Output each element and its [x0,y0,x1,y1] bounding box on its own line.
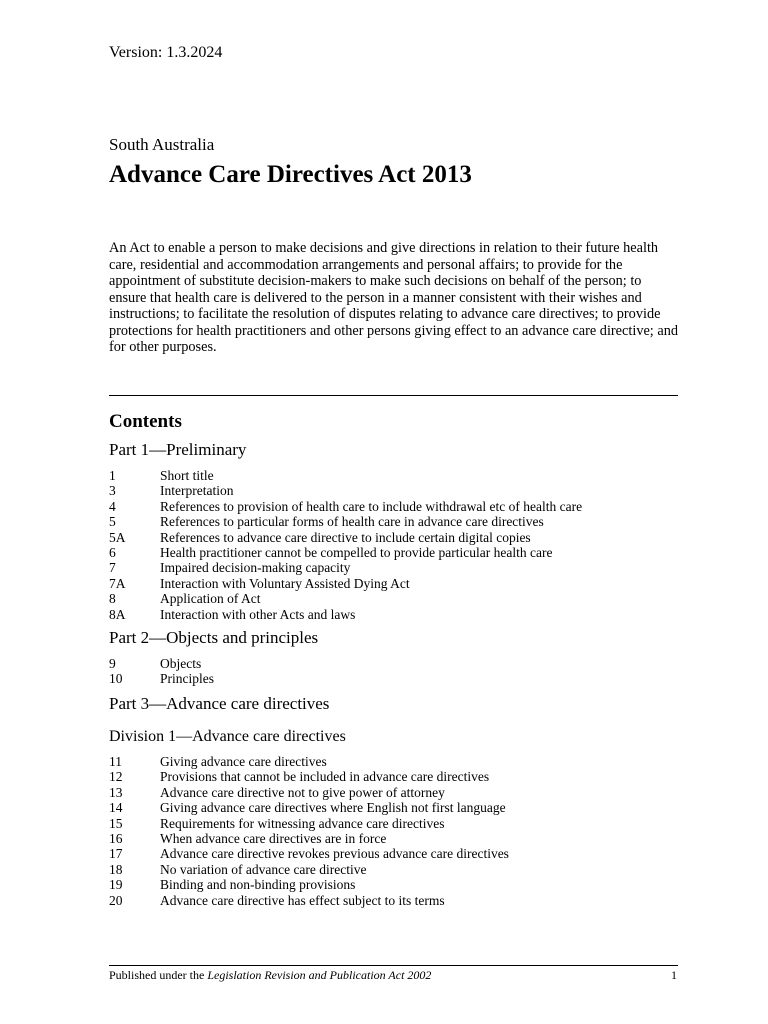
section-number: 20 [109,892,123,908]
part-1-section-list [109,468,669,622]
contents-entry [109,785,669,800]
section-title: Impaired decision-making capacity [160,560,351,576]
section-title: Advance care directive not to give power of attorney [160,784,445,800]
section-number: 6 [109,544,116,560]
section-title: Binding and non-binding provisions [160,877,356,893]
section-title: Interpretation [160,483,234,499]
divider [109,395,678,396]
section-number: 17 [109,846,123,862]
contents-entry [109,576,669,591]
section-number: 14 [109,800,123,816]
section-number: 1 [109,468,116,483]
section-number: 15 [109,815,123,831]
version-label: Version: 1.3.2024 [109,44,223,61]
contents-entry [109,607,669,622]
section-title: References to provision of health care to include withdrawal etc of health care [160,498,583,514]
section-title: No variation of advance care directive [160,861,367,877]
section-number: 19 [109,877,123,893]
contents-entry [109,499,669,514]
section-number: 9 [109,656,116,671]
section-title: References to advance care directive to include certain digital copies [160,529,531,545]
section-number: 8A [109,606,126,622]
part-2-section-list [109,656,669,687]
jurisdiction: South Australia [109,135,215,154]
footer-divider [109,965,678,966]
section-title: Requirements for witnessing advance care directives [160,815,445,831]
contents-entry [109,591,669,606]
section-title: References to particular forms of health care in advance care directives [160,514,544,530]
section-number: 3 [109,483,116,499]
section-number: 8 [109,591,116,607]
part-1-heading: Part 1—Preliminary [109,440,247,459]
page-number: 1 [671,968,677,982]
footer-published-note [109,968,431,983]
long-title: An Act to enable a person to make decisions and give directions in relation to their future health care, residential and accommodation arrangements and personal affairs; to provide for the appointment of substitute decision-makers to make such decisions on behalf of the person; to ensure that health care is delivered to the person in a manner consistent with their wishes and instructions; to facilitate the resolution of disputes relating to advance care directives; to provide protections for health practitioners and other persons giving effect to an advance care directive; and for other purposes. [109,240,678,355]
section-title: Application of Act [160,591,261,607]
section-title: Advance care directive revokes previous advance care directives [160,846,509,862]
contents-entry [109,468,669,483]
section-title: Principles [160,671,214,687]
section-title: Giving advance care directives [160,754,327,769]
section-title: When advance care directives are in force [160,830,387,846]
section-title: Giving advance care directives where English not first language [160,800,506,816]
footer-act-name: Legislation Revision and Publication Act 2002 [207,968,432,982]
division-1-section-list [109,754,669,908]
contents-entry [109,656,669,671]
section-title: Advance care directive has effect subject to its terms [160,892,445,908]
contents-entry [109,877,669,892]
division-1-heading: Division 1—Advance care directives [109,728,346,745]
contents-entry [109,769,669,784]
contents-entry [109,831,669,846]
contents-entry [109,816,669,831]
section-number: 10 [109,671,123,687]
contents-entry [109,545,669,560]
contents-entry [109,483,669,498]
section-title: Interaction with other Acts and laws [160,606,356,622]
contents-entry [109,530,669,545]
contents-entry [109,514,669,529]
section-number: 5A [109,529,126,545]
section-number: 7 [109,560,116,576]
section-title: Short title [160,468,214,483]
contents-entry [109,560,669,575]
section-title: Interaction with Voluntary Assisted Dying Act [160,575,410,591]
contents-entry [109,846,669,861]
contents-entry [109,671,669,686]
section-title: Health practitioner cannot be compelled to provide particular health care [160,544,553,560]
section-title: Objects [160,656,202,671]
contents-heading: Contents [109,411,182,432]
section-number: 12 [109,769,123,785]
contents-entry [109,862,669,877]
part-2-heading: Part 2—Objects and principles [109,628,319,647]
act-title: Advance Care Directives Act 2013 [109,161,472,188]
section-number: 18 [109,861,123,877]
section-number: 11 [109,754,122,769]
part-3-heading: Part 3—Advance care directives [109,694,330,713]
contents-entry [109,800,669,815]
contents-entry [109,893,669,908]
section-number: 4 [109,498,116,514]
section-number: 5 [109,514,116,530]
section-title: Provisions that cannot be included in advance care directives [160,769,490,785]
contents-entry [109,754,669,769]
section-number: 7A [109,575,126,591]
section-number: 13 [109,784,123,800]
section-number: 16 [109,830,123,846]
footer-prefix: Published under the [109,968,208,982]
